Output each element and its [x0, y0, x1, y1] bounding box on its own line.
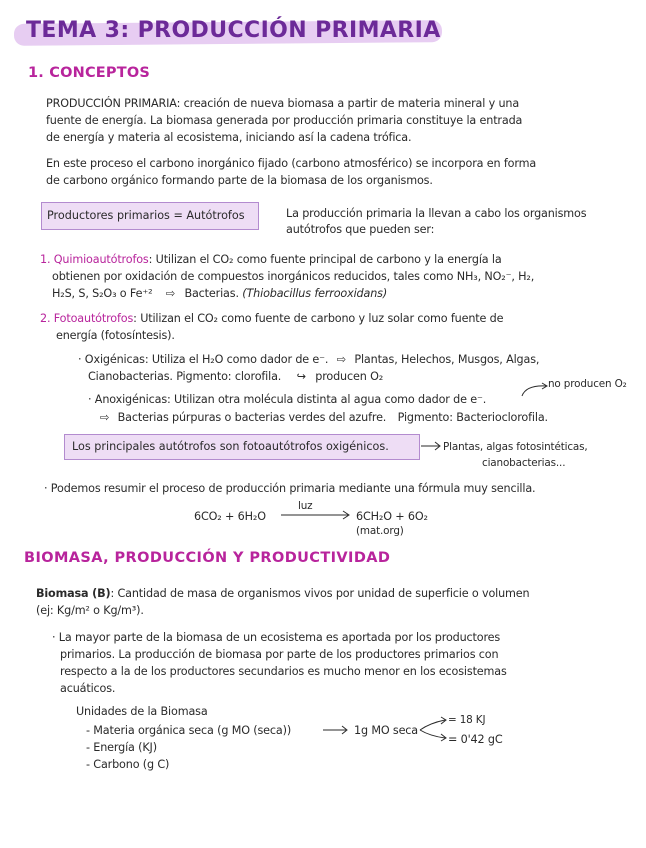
- biomasa-label: Biomasa (B): [36, 587, 111, 600]
- text-line: autótrofos que pueden ser:: [286, 223, 435, 236]
- formula-right: 6CH₂O + 6O₂: [356, 510, 428, 523]
- text-line: · Anoxigénicas: Utilizan otra molécula distinta al agua como dador de e⁻.: [88, 393, 487, 406]
- section-heading-concepts: 1. CONCEPTOS: [28, 65, 150, 81]
- unit-item: - Carbono (g C): [86, 758, 170, 771]
- text-line: En este proceso el carbono inorgánico fijado (carbono atmosférico) se incorpora en forma: [46, 157, 537, 170]
- text-line: energía (fotosíntesis).: [56, 329, 175, 342]
- curved-arrow-icon: [520, 382, 550, 398]
- text-line: La producción primaria la llevan a cabo los organismos: [286, 207, 587, 220]
- formula-under: (mat.org): [356, 525, 404, 537]
- double-arrow-icon: ⇨: [165, 287, 176, 300]
- right-arrow-icon: [322, 725, 350, 735]
- title-tema: TEMA 3:: [26, 18, 130, 43]
- text-line: Cianobacterias. Pigmento: clorofila.: [88, 370, 282, 383]
- unit-item: - Energía (KJ): [86, 741, 157, 754]
- title-heading: PRODUCCIÓN PRIMARIA: [137, 18, 441, 43]
- double-arrow-icon: ⇨: [336, 353, 346, 366]
- formula-arrow-icon: [280, 510, 352, 520]
- text-line: · La mayor parte de la biomasa de un ecosistema es aportada por los productores: [52, 631, 501, 644]
- text-line: obtienen por oxidación de compuestos inorgánicos reducidos, tales como NH₃, NO₂⁻, H₂,: [52, 270, 535, 283]
- quimio-label: 1. Quimioautótrofos: [40, 253, 149, 266]
- text-line: Bacterias púrpuras o bacterias verdes del azufre.: [117, 411, 387, 424]
- foto-label: 2. Fotoautótrofos: [40, 312, 134, 325]
- autotrofos-highlight-text: Los principales autótrofos son fotoautótrofos oxigénicos.: [72, 440, 389, 453]
- text-pigmento: Pigmento: Bacterioclorofila.: [397, 411, 548, 424]
- text-produce: producen O₂: [315, 370, 384, 383]
- text-line: acuáticos.: [60, 682, 116, 695]
- section-heading-biomasa: BIOMASA, PRODUCCIÓN Y PRODUCTIVIDAD: [24, 550, 391, 566]
- text-line: fuente de energía. La biomasa generada por producción primaria constituye la entrada: [46, 114, 523, 127]
- unit-item: - Materia orgánica seca (g MO (seca)): [86, 724, 292, 737]
- split-arrow-icon: [418, 714, 450, 746]
- right-arrow-icon: [420, 441, 442, 451]
- text-line: : Cantidad de masa de organismos vivos por unidad de superficie o volumen: [110, 587, 530, 600]
- text-line: · Oxigénicas: Utiliza el H₂O como dador de e⁻.: [78, 353, 329, 366]
- equiv-left: 1g MO seca: [354, 724, 419, 737]
- text-summary: · Podemos resumir el proceso de producción primaria mediante una fórmula muy sencilla.: [44, 482, 536, 495]
- text-line: : Utilizan el CO₂ como fuente de carbono y luz solar como fuente de: [133, 312, 504, 325]
- text-no-producen: no producen O₂: [548, 378, 627, 390]
- units-heading: Unidades de la Biomasa: [76, 705, 208, 718]
- text-bacterias: Bacterias.: [184, 287, 239, 300]
- text-line: primarios. La producción de biomasa por parte de los productores primarios con: [60, 648, 499, 661]
- equiv-top: = 18 KJ: [448, 714, 486, 726]
- text-line: cianobacterias...: [482, 457, 566, 469]
- hook-arrow-icon: ↪: [296, 370, 306, 383]
- text-line: de energía y materia al ecosistema, iniciando así la cadena trófica.: [46, 131, 412, 144]
- double-arrow-icon: ⇨: [100, 411, 110, 424]
- formula-left: 6CO₂ + 6H₂O: [194, 510, 266, 523]
- text-line: de carbono orgánico formando parte de la biomasa de los organismos.: [46, 174, 433, 187]
- text-line: respecto a la de los productores secundarios es mucho menor en los ecosistemas: [60, 665, 507, 678]
- equiv-bottom: = 0'42 gC: [448, 733, 503, 746]
- formula-over: luz: [298, 500, 313, 512]
- text-line: H₂S, S, S₂O₃ o Fe⁺²: [52, 287, 153, 300]
- text-line: PRODUCCIÓN PRIMARIA: creación de nueva biomasa a partir de materia mineral y una: [46, 97, 520, 110]
- page-title: [26, 18, 441, 43]
- text-line: Plantas, Helechos, Musgos, Algas,: [354, 353, 540, 366]
- productores-box-label: Productores primarios = Autótrofos: [47, 209, 245, 222]
- text-line: : Utilizan el CO₂ como fuente principal de carbono y la energía la: [148, 253, 502, 266]
- text-line: (ej: Kg/m² o Kg/m³).: [36, 604, 144, 617]
- text-line: Plantas, algas fotosintéticas,: [443, 441, 588, 453]
- text-example: (Thiobacillus ferrooxidans): [242, 287, 388, 300]
